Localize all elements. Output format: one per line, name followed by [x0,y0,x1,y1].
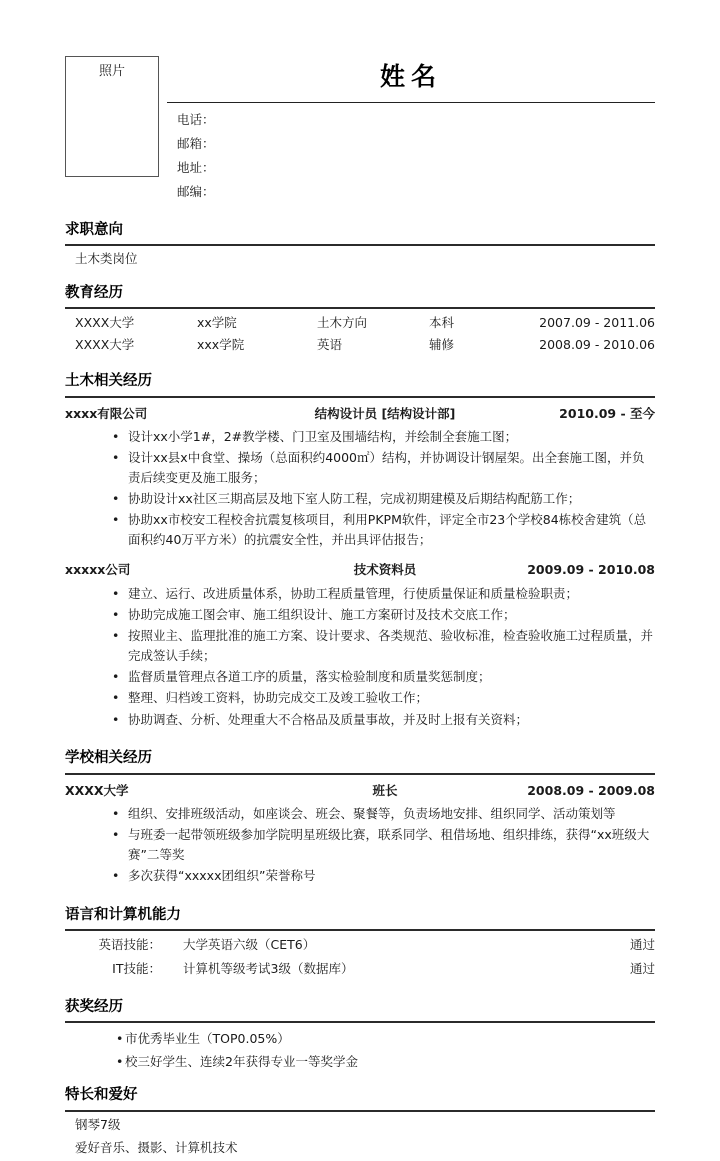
edu-school: XXXX大学 [75,337,135,353]
objective-title: 求职意向 [65,219,655,246]
work-role: 技术资料员 [353,562,417,578]
work-period: 2009.09 - 2010.08 [527,562,655,578]
contact-address-label: 地址： [177,159,215,175]
photo-placeholder [65,56,159,177]
edu-major: 土木方向 [317,315,368,331]
work-org: xxxxx公司 [65,562,131,578]
bullet-item: • 设计xx县x中食堂、操场（总面积约4000㎡）结构，并协调设计钢屋架。出全套施工图，并负责后续变更及施工服务； [65,448,655,487]
skill-value: 计算机等级考试3级（数据库） [183,960,354,976]
section-skills [65,904,655,983]
education-row [75,313,655,335]
edu-school: XXXX大学 [75,315,135,331]
award-item: • 市优秀毕业生（TOP0.05%） [65,1029,655,1048]
work-period: 2010.09 - 至今 [559,405,655,421]
edu-degree: 辅修 [429,337,455,353]
skill-status: 通过 [629,960,655,976]
section-school-experience [65,747,655,890]
section-education [65,282,655,357]
edu-degree: 本科 [429,315,455,331]
school-org: XXXX大学 [65,782,129,798]
education-title: 教育经历 [65,282,655,309]
skills-table [65,931,655,983]
bullet-item: • 协助设计xx社区三期高层及地下室人防工程，完成初期建模及后期结构配筋工作； [65,489,655,508]
bullet-item: • 协助调查、分析、处理重大不合格品及质量事故，并及时上报有关资料； [65,710,655,729]
contact-zip-label: 邮编： [177,183,215,199]
hobbies-title: 特长和爱好 [65,1084,655,1111]
bullet-item: • 整理、归档竣工资料，协助完成交工及竣工验收工作； [65,688,655,707]
bullet-item: • 按照业主、监理批准的施工方案、设计要求、各类规范、验收标准，检查验收施工过程质量，并完成签认手续； [65,626,655,665]
hobby-item: 钢琴7级 [75,1116,121,1132]
objective-content: 土木类岗位 [75,251,138,267]
school-role: 班长 [372,782,398,798]
school-title: 学校相关经历 [65,747,655,774]
bullet-item: • 协助完成施工图会审、施工组织设计、施工方案研讨及技术交底工作； [65,605,655,624]
work-entry-head [65,404,655,423]
bullet-item: • 监督质量管理点各道工序的质量，落实检验制度和质量奖惩制度； [65,667,655,686]
education-table [65,309,655,357]
work-title: 土木相关经历 [65,370,655,397]
skill-row [65,959,655,983]
skill-status: 通过 [629,936,655,952]
work-bullets [65,580,655,735]
contact-email-label: 邮箱： [177,135,215,151]
section-work-experience [65,370,655,734]
bullet-item: • 设计xx小学1#，2#教学楼、门卫室及围墙结构，并绘制全套施工图； [65,427,655,446]
photo-label: 照片 [98,64,125,79]
edu-college: xxx学院 [197,337,245,353]
school-entry-head [65,781,655,800]
bullet-item: • 协助xx市校安工程校舍抗震复核项目，利用PKPM软件，评定全市23个学校84栋校舍建筑（总面积约40万平方米）的抗震安全性，并出具评估报告； [65,510,655,549]
skill-row [65,935,655,959]
edu-period: 2008.09 - 2010.06 [539,337,655,353]
skills-title: 语言和计算机能力 [65,904,655,931]
work-entry-head [65,560,655,579]
resume-header [65,56,655,206]
contact-block [167,103,655,206]
section-awards [65,996,655,1071]
edu-major: 英语 [317,337,343,353]
school-period: 2008.09 - 2009.08 [527,782,655,798]
skill-label: 英语技能： [98,936,161,952]
hobbies-list [65,1112,655,1161]
section-objective [65,219,655,269]
header-right [167,56,655,206]
school-bullets [65,800,655,891]
hobby-item: 爱好音乐、摄影、计算机技术 [75,1139,238,1155]
skill-value: 大学英语六级（CET6） [183,936,316,952]
edu-period: 2007.09 - 2011.06 [539,315,655,331]
work-org: xxxx有限公司 [65,405,148,421]
bullet-item: • 建立、运行、改进质量体系，协助工程质量管理，行使质量保证和质量检验职责； [65,584,655,603]
skill-label: IT技能： [112,960,161,976]
contact-phone-label: 电话： [177,111,215,127]
work-role: 结构设计员 [结构设计部] [314,405,456,421]
bullet-item: • 与班委一起带领班级参加学院明星班级比赛，联系同学、租借场地、组织排练，获得“xx班级大赛”二等奖 [65,825,655,864]
bullet-item: • 多次获得“xxxxx团组织”荣誉称号 [65,866,655,885]
awards-list [65,1023,655,1071]
work-bullets [65,423,655,554]
education-row [75,335,655,357]
edu-college: xx学院 [197,315,237,331]
award-item: • 校三好学生、连续2年获得专业一等奖学金 [65,1052,655,1071]
school-entry [65,781,655,891]
work-entry [65,560,655,734]
section-hobbies [65,1084,655,1160]
work-entry [65,404,655,555]
awards-title: 获奖经历 [65,996,655,1023]
name-title: 姓名 [167,56,655,103]
bullet-item: • 组织、安排班级活动，如座谈会、班会、聚餐等，负责场地安排、组织同学、活动策划等 [65,804,655,823]
